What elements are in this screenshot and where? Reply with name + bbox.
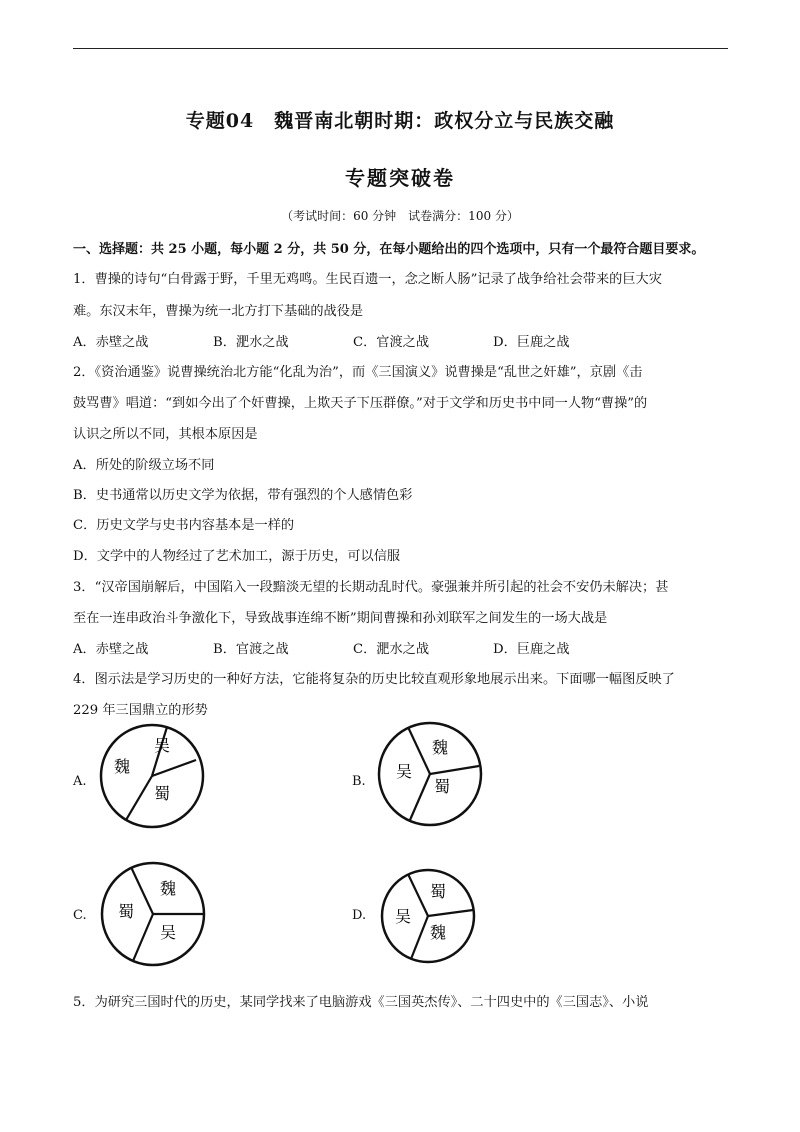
q3-options bbox=[73, 638, 633, 657]
q2-option-a[interactable]: A．所处的阶级立场不同 bbox=[73, 458, 215, 473]
q3-line-2: 至在一连串政治斗争激化下，导致战事连绵不断”期间曹操和孙刘联军之间发生的一场大战是 bbox=[73, 611, 608, 626]
figure-c-label-left: 蜀 bbox=[118, 902, 135, 921]
q1-line-1: 1．曹操的诗句“白骨露于野，千里无鸡鸣。生民百遗一，念之断人肠”记录了战争给社会带来的巨大灾 bbox=[73, 272, 662, 287]
figure-c-letter: C. bbox=[73, 908, 87, 923]
q1-option-d[interactable]: D．巨鹿之战 bbox=[493, 335, 570, 350]
q4-line-1: 4．图示法是学习历史的一种好方法，它能将复杂的历史比较直观形象地展示出来。下面哪一幅图反映了 bbox=[73, 672, 675, 687]
figure-c-label-bottom-right: 吴 bbox=[160, 923, 177, 942]
q3-option-a[interactable]: A．赤壁之战 bbox=[73, 642, 149, 657]
q3-line-1: 3．“汉帝国崩解后，中国陷入一段黯淡无望的长期动乱时代。豪强兼并所引起的社会不安仍未解决；甚 bbox=[73, 580, 669, 595]
q2-line-3: 认识之所以不同，其根本原因是 bbox=[73, 427, 258, 442]
q1-option-c[interactable]: C．官渡之战 bbox=[353, 335, 430, 350]
q3-option-b[interactable]: B．官渡之战 bbox=[213, 642, 289, 657]
figure-b-label-bottom-right: 蜀 bbox=[434, 777, 451, 796]
figure-b-pie[interactable] bbox=[376, 720, 484, 828]
figure-c-pie[interactable] bbox=[98, 860, 208, 968]
page-subtitle: 专题突破卷 bbox=[345, 166, 455, 190]
figure-a-label-top-right: 吴 bbox=[154, 736, 171, 755]
figure-a-letter: A. bbox=[73, 774, 87, 789]
figure-b-label-top-right: 魏 bbox=[432, 738, 449, 757]
figure-b-letter: B. bbox=[352, 774, 366, 789]
figure-d-letter: D. bbox=[352, 908, 367, 923]
figure-a-label-bottom-right: 蜀 bbox=[154, 784, 171, 803]
q1-line-2: 难。东汉末年，曹操为统一北方打下基础的战役是 bbox=[73, 304, 364, 319]
figure-d-pie[interactable] bbox=[378, 866, 478, 966]
figure-d-label-bottom-right: 魏 bbox=[430, 923, 447, 942]
figure-a-pie[interactable] bbox=[98, 722, 206, 830]
figure-d-label-left: 吴 bbox=[395, 907, 412, 926]
figure-d-label-top-right: 蜀 bbox=[430, 882, 447, 901]
figure-c-label-top-right: 魏 bbox=[160, 879, 177, 898]
q2-line-2: 鼓骂曹》唱道：“到如今出了个奸曹操，上欺天子下压群僚。”对于文学和历史书中同一人物“曹操”的 bbox=[73, 396, 648, 411]
figure-a-label-left: 魏 bbox=[114, 757, 131, 776]
figure-b-label-left: 吴 bbox=[396, 762, 413, 781]
q2-option-c[interactable]: C．历史文学与史书内容基本是一样的 bbox=[73, 518, 295, 533]
q3-option-c[interactable]: C．淝水之战 bbox=[353, 642, 430, 657]
q1-options bbox=[73, 331, 633, 350]
page-title: 专题04 魏晋南北朝时期：政权分立与民族交融 bbox=[185, 110, 615, 132]
q2-option-d[interactable]: D．文学中的人物经过了艺术加工，源于历史，可以信服 bbox=[73, 549, 401, 564]
section-heading: 一、选择题：共 25 小题，每小题 2 分，共 50 分，在每小题给出的四个选项中，只有一个最符合题目要求。 bbox=[73, 242, 705, 257]
q1-option-b[interactable]: B．淝水之战 bbox=[213, 335, 289, 350]
header-rule bbox=[73, 48, 728, 49]
q2-line-1: 2．《资治通鉴》说曹操统治北方能“化乱为治”，而《三国演义》说曹操是“乱世之奸雄”，京剧《击 bbox=[73, 365, 643, 380]
q5-line-1: 5．为研究三国时代的历史，某同学找来了电脑游戏《三国英杰传》、二十四史中的《三国志》、小说 bbox=[73, 995, 649, 1010]
q3-option-d[interactable]: D．巨鹿之战 bbox=[493, 642, 570, 657]
q1-option-a[interactable]: A．赤壁之战 bbox=[73, 335, 149, 350]
q4-line-2: 229 年三国鼎立的形势 bbox=[73, 703, 208, 718]
q2-option-b[interactable]: B．史书通常以历史文学为依据，带有强烈的个人感情色彩 bbox=[73, 488, 413, 503]
exam-info: （考试时间：60 分钟 试卷满分：100 分） bbox=[281, 209, 519, 223]
